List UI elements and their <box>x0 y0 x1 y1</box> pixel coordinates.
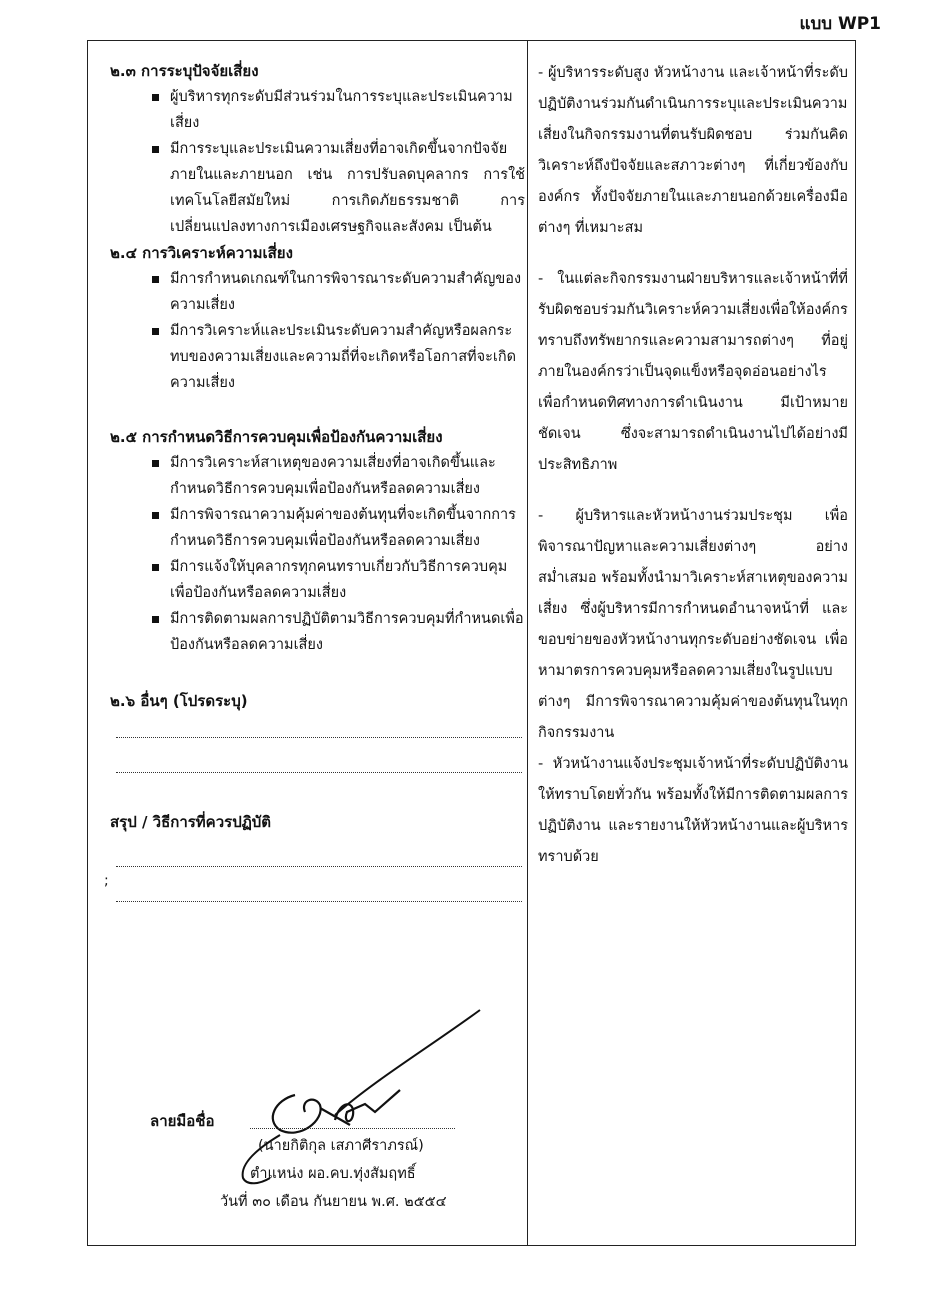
summary-heading: สรุป / วิธีการที่ควรปฏิบัติ <box>110 813 272 831</box>
list-item: มีการกำหนดเกณฑ์ในการพิจารณาระดับความสำคัญของความเสี่ยง <box>110 266 525 318</box>
stray-mark: ; <box>104 873 109 889</box>
right-paragraph: - หัวหน้างานแจ้งประชุมเจ้าหน้าที่ระดับปฏิบัติงานให้ทราบโดยทั่วกัน พร้อมทั้งให้มีการติดตามผลการปฏิบัติงาน และรายงานให้หัวหน้างานและผู้บริหารทราบด้วย <box>538 756 848 865</box>
right-paragraph: - ในแต่ละกิจกรรมงานฝ่ายบริหารและเจ้าหน้าที่ที่รับผิดชอบร่วมกันวิเคราะห์ความเสี่ยงเพื่อให้องค์กรทราบถึงทรัพยากรและความสามารถต่างๆ ที่อยู่ภายในองค์กรว่าเป็นจุดแข็งหรือจุดอ่อนอย่างไร เพื่อกำหนดทิศทางการดำเนินงาน มีเป้าหมายชัดเจน ซึ่งจะสามารถดำเนินงานไปได้อย่างมีประสิทธิภาพ <box>538 271 848 473</box>
list-item: มีการวิเคราะห์และประเมินระดับความสำคัญหรือผลกระทบของความเสี่ยงและความถี่ที่จะเกิดหรือโอกาสที่จะเกิดความเสี่ยง <box>110 318 525 396</box>
section-2-5-list <box>110 450 525 658</box>
signature-line <box>250 1128 455 1129</box>
list-item: มีการแจ้งให้บุคลากรทุกคนทราบเกี่ยวกับวิธีการควบคุมเพื่อป้องกันหรือลดความเสี่ยง <box>110 554 525 606</box>
list-item: มีการพิจารณาความคุ้มค่าของต้นทุนที่จะเกิดขึ้นจากการกำหนดวิธีการควบคุมเพื่อป้องกันหรือลดความเสี่ยง <box>110 502 525 554</box>
section-2-6-heading: ๒.๖ อื่นๆ (โปรดระบุ) <box>110 692 248 710</box>
list-item: มีการติดตามผลการปฏิบัติตามวิธีการควบคุมที่กำหนดเพื่อป้องกันหรือลดความเสี่ยง <box>110 606 525 658</box>
signatory-name: (นายกิติกุล เสภาศีราภรณ์) <box>258 1138 424 1154</box>
right-paragraph: - ผู้บริหารระดับสูง หัวหน้างาน และเจ้าหน้าที่ระดับปฏิบัติงานร่วมกันดำเนินการระบุและประเมินความเสี่ยงในกิจกรรมงานที่ตนรับผิดชอบ ร่วมกันคิดวิเคราะห์ถึงปัจจัยและสภาวะต่างๆ ที่เกี่ยวข้องกับองค์กร ทั้งปัจจัยภายในและภายนอกด้วยเครื่องมือต่างๆ ที่เหมาะสม <box>538 65 848 236</box>
right-column <box>538 58 848 873</box>
signature-label: ลายมือชื่อ <box>150 1112 215 1130</box>
form-code: แบบ WP1 <box>799 14 881 34</box>
list-item: มีการวิเคราะห์สาเหตุของความเสี่ยงที่อาจเกิดขึ้นและกำหนดวิธีการควบคุมเพื่อป้องกันหรือลดความเสี่ยง <box>110 450 525 502</box>
right-paragraph: - ผู้บริหารและหัวหน้างานร่วมประชุม เพื่อพิจารณาปัญหาและความเสี่ยงต่างๆ อย่างสม่ำเสมอ พร้อมทั้งนำมาวิเคราะห์สาเหตุของความเสี่ยง ซึ่งผู้บริหารมีการกำหนดอำนาจหน้าที่ และขอบข่ายของหัวหน้างานทุกระดับอย่างชัดเจน เพื่อหามาตรการควบคุมหรือลดความเสี่ยงในรูปแบบต่างๆ มีการพิจารณาความคุ้มค่าของต้นทุนในทุกกิจกรรมงาน <box>538 508 848 741</box>
signature-date: วันที่ ๓๐ เดือน กันยายน พ.ศ. ๒๕๕๔ <box>220 1194 447 1210</box>
signatory-position: ตำแหน่ง ผอ.คบ.ทุ่งสัมฤทธิ์ <box>250 1166 416 1182</box>
section-2-3-list <box>110 84 525 240</box>
section-2-5-heading: ๒.๕ การกำหนดวิธีการควบคุมเพื่อป้องกันความเสี่ยง <box>110 428 443 446</box>
section-2-4-list <box>110 266 525 396</box>
list-item: ผู้บริหารทุกระดับมีส่วนร่วมในการระบุและประเมินความเสี่ยง <box>110 84 525 136</box>
fill-in-line <box>116 900 522 902</box>
column-divider <box>527 40 528 1246</box>
section-2-3-heading: ๒.๓ การระบุปัจจัยเสี่ยง <box>110 62 259 80</box>
list-item: มีการระบุและประเมินความเสี่ยงที่อาจเกิดขึ้นจากปัจจัยภายในและภายนอก เช่น การปรับลดบุคลากร การใช้เทคโนโลยีสมัยใหม่ การเกิดภัยธรรมชาติ การเปลี่ยนแปลงทางการเมืองเศรษฐกิจและสังคม เป็นต้น <box>110 136 525 240</box>
section-2-4-heading: ๒.๔ การวิเคราะห์ความเสี่ยง <box>110 244 293 262</box>
left-column <box>110 58 525 902</box>
